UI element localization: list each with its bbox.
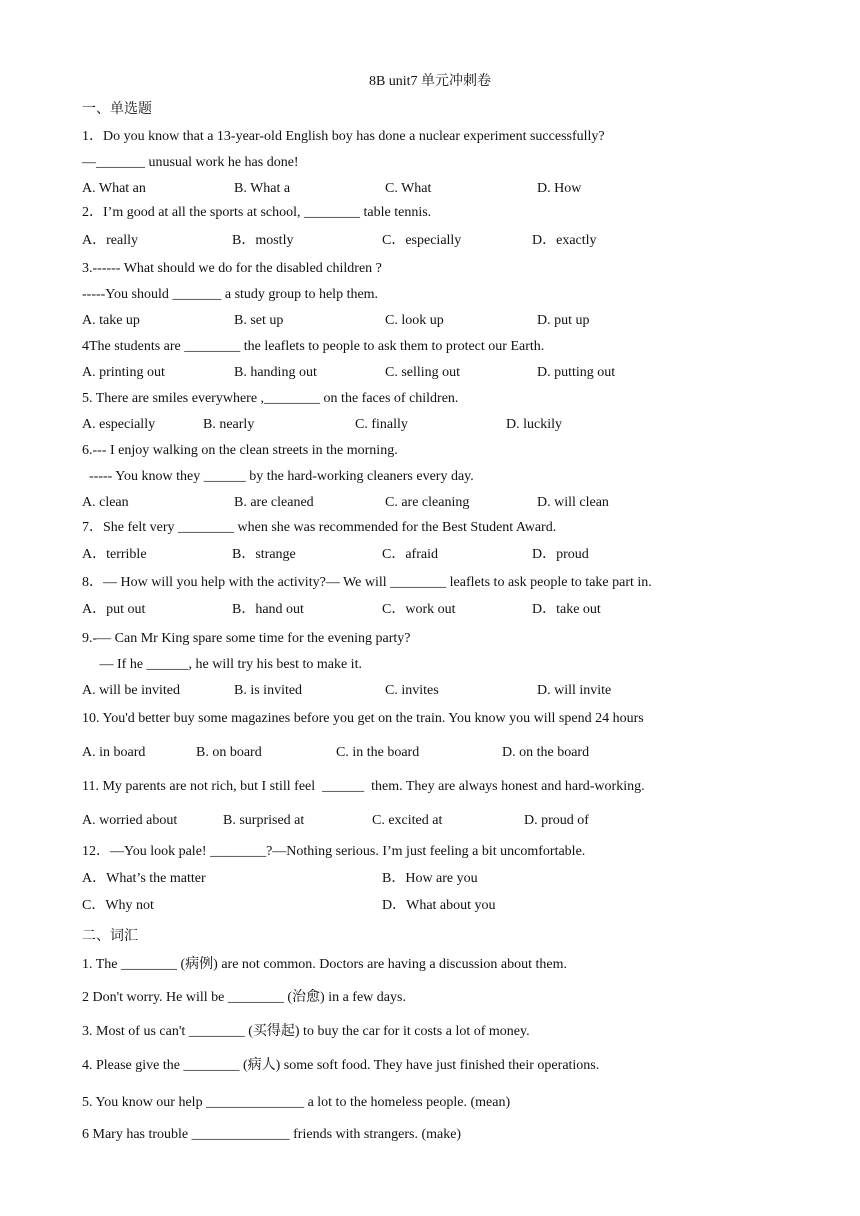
- question-2-options: [82, 232, 782, 250]
- question-8-option-a: A．put out: [82, 602, 146, 617]
- question-9-line-1: 9.-— Can Mr King spare some time for the evening party?: [82, 631, 411, 646]
- question-12-option-a: A．What’s the matter: [82, 871, 206, 886]
- question-7-options: [82, 546, 782, 564]
- question-7-option-a: A．terrible: [82, 547, 147, 562]
- question-1-option-c: C. What: [385, 181, 432, 196]
- question-5-option-d: D. luckily: [506, 417, 562, 432]
- vocab-item-5: 5. You know our help ______________ a lot to the homeless people. (mean): [82, 1095, 511, 1110]
- question-12-option-c: C．Why not: [82, 898, 154, 913]
- question-8-option-c: C．work out: [382, 602, 456, 617]
- question-8-options: [82, 601, 782, 619]
- question-11-options: [82, 812, 782, 830]
- question-12-line-1: 12．—You look pale! ________?—Nothing serious. I’m just feeling a bit uncomfortable.: [82, 844, 586, 859]
- question-7-option-d: D．proud: [532, 547, 589, 562]
- question-4-option-d: D. putting out: [537, 365, 616, 380]
- question-12-options-row-1: [82, 870, 782, 888]
- question-6-option-d: D. will clean: [537, 495, 609, 510]
- question-2-line-1: 2．I’m good at all the sports at school, ________ table tennis.: [82, 205, 432, 220]
- question-6-line-2: ----- You know they ______ by the hard-working cleaners every day.: [82, 469, 474, 484]
- section-heading-multiple-choice: 一、单选题: [82, 102, 152, 117]
- question-7-option-c: C．afraid: [382, 547, 438, 562]
- question-5-option-c: C. finally: [355, 417, 408, 432]
- question-2-option-c: C．especially: [382, 233, 462, 248]
- question-1-option-b: B. What a: [234, 181, 291, 196]
- question-1-line-1: 1．Do you know that a 13-year-old English boy has done a nuclear experiment successfully?: [82, 129, 605, 144]
- question-4-options: [82, 364, 782, 382]
- question-4-line-1: 4The students are ________ the leaflets to people to ask them to protect our Earth.: [82, 339, 545, 354]
- question-4-option-b: B. handing out: [234, 365, 317, 380]
- question-5-option-b: B. nearly: [203, 417, 255, 432]
- question-3-option-b: B. set up: [234, 313, 284, 328]
- question-6-options: [82, 494, 782, 512]
- question-10-option-a: A. in board: [82, 745, 146, 760]
- question-6-option-c: C. are cleaning: [385, 495, 470, 510]
- question-2-option-b: B．mostly: [232, 233, 294, 248]
- question-3-line-2: -----You should _______ a study group to help them.: [82, 287, 379, 302]
- vocab-item-4: 4. Please give the ________ (病人) some soft food. They have just finished their operations.: [82, 1058, 600, 1073]
- question-12-option-b: B．How are you: [382, 871, 478, 886]
- question-10-options: [82, 744, 782, 762]
- question-11-option-b: B. surprised at: [223, 813, 305, 828]
- question-6-option-a: A. clean: [82, 495, 129, 510]
- vocab-item-2: 2 Don't worry. He will be ________ (治愈) in a few days.: [82, 990, 406, 1005]
- section-heading-vocabulary: 二、词汇: [82, 929, 138, 944]
- question-2-option-a: A．really: [82, 233, 138, 248]
- question-1-line-2: —_______ unusual work he has done!: [82, 155, 299, 170]
- question-9-line-2: — If he ______, he will try his best to make it.: [82, 657, 362, 672]
- question-3-option-c: C. look up: [385, 313, 444, 328]
- question-7-line-1: 7．She felt very ________ when she was recommended for the Best Student Award.: [82, 520, 557, 535]
- question-12-options-row-2: [82, 897, 782, 915]
- question-10-option-d: D. on the board: [502, 745, 590, 760]
- question-7-option-b: B．strange: [232, 547, 296, 562]
- question-12-option-d: D．What about you: [382, 898, 496, 913]
- question-9-option-b: B. is invited: [234, 683, 303, 698]
- question-11-option-d: D. proud of: [524, 813, 589, 828]
- question-6-option-b: B. are cleaned: [234, 495, 314, 510]
- question-8-option-d: D．take out: [532, 602, 601, 617]
- question-11-line-1: 11. My parents are not rich, but I still feel ______ them. They are always honest and hard-working.: [82, 779, 645, 794]
- question-3-options: [82, 312, 782, 330]
- question-1-option-a: A. What an: [82, 181, 146, 196]
- question-9-option-d: D. will invite: [537, 683, 612, 698]
- question-6-line-1: 6.--- I enjoy walking on the clean streets in the morning.: [82, 443, 398, 458]
- question-9-option-a: A. will be invited: [82, 683, 180, 698]
- question-10-option-c: C. in the board: [336, 745, 420, 760]
- page-title: 8B unit7 单元冲刺卷: [368, 74, 492, 89]
- question-9-option-c: C. invites: [385, 683, 439, 698]
- question-8-line-1: 8．— How will you help with the activity?— We will ________ leaflets to ask people to take part in.: [82, 575, 652, 590]
- question-11-option-c: C. excited at: [372, 813, 443, 828]
- question-5-options: [82, 416, 782, 434]
- vocab-item-3: 3. Most of us can't ________ (买得起) to buy the car for it costs a lot of money.: [82, 1024, 530, 1039]
- question-8-option-b: B．hand out: [232, 602, 304, 617]
- question-4-option-c: C. selling out: [385, 365, 461, 380]
- question-5-option-a: A. especially: [82, 417, 156, 432]
- question-3-line-1: 3.------ What should we do for the disabled children ?: [82, 261, 382, 276]
- question-9-options: [82, 682, 782, 700]
- vocab-item-1: 1. The ________ (病例) are not common. Doctors are having a discussion about them.: [82, 957, 567, 972]
- question-3-option-a: A. take up: [82, 313, 140, 328]
- question-11-option-a: A. worried about: [82, 813, 178, 828]
- question-10-option-b: B. on board: [196, 745, 262, 760]
- question-4-option-a: A. printing out: [82, 365, 165, 380]
- question-1-options: [82, 180, 782, 198]
- question-1-option-d: D. How: [537, 181, 582, 196]
- question-10-line-1: 10. You'd better buy some magazines before you get on the train. You know you will spend 24 hours: [82, 711, 644, 726]
- vocab-item-6: 6 Mary has trouble ______________ friends with strangers. (make): [82, 1127, 462, 1142]
- question-3-option-d: D. put up: [537, 313, 590, 328]
- question-5-line-1: 5. There are smiles everywhere ,________ on the faces of children.: [82, 391, 459, 406]
- question-2-option-d: D．exactly: [532, 233, 597, 248]
